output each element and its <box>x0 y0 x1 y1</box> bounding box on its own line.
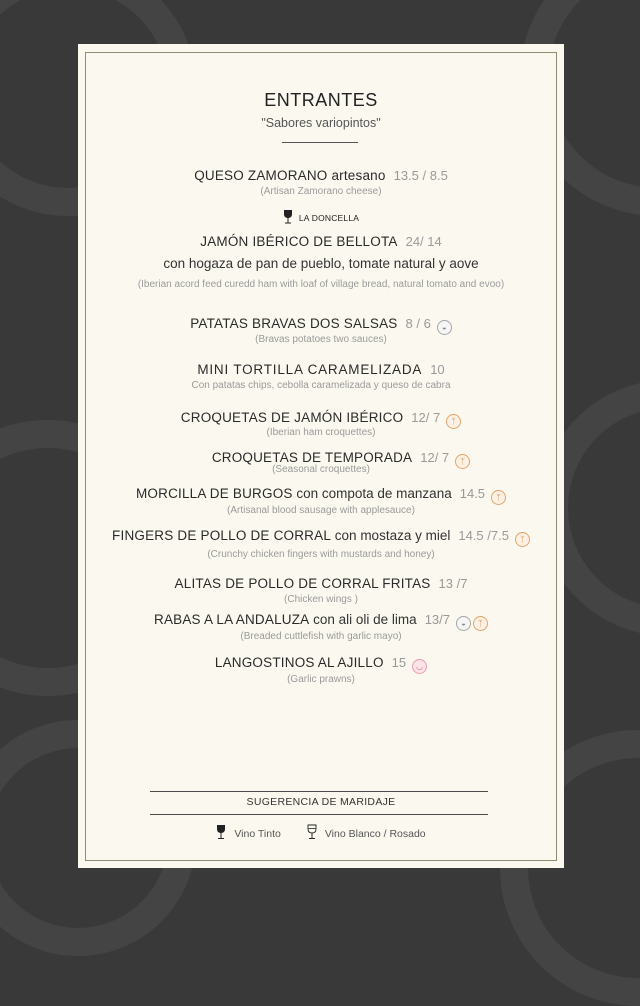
title-divider <box>282 142 358 143</box>
menu-item-morcilla <box>78 485 564 505</box>
item-description: Con patatas chips, cebolla caramelizada y queso de cabra <box>191 380 451 391</box>
item-description: (Crunchy chicken fingers with mustards and honey) <box>207 549 435 560</box>
item-description: (Bravas potatoes two sauces) <box>255 334 387 345</box>
item-name: CROQUETAS DE TEMPORADA <box>211 450 413 465</box>
item-accompaniment: con mostaza y miel <box>331 528 451 543</box>
wine-name: LA DONCELLA <box>298 213 360 223</box>
wheat-allergen-icon: ᛉ <box>446 414 461 429</box>
item-price: 13 /7 <box>438 576 468 591</box>
item-price: 13/7 <box>424 612 450 627</box>
item-price: 12/ 7 <box>420 450 450 465</box>
item-name: MINI TORTILLA CARAMELIZADA <box>197 362 423 377</box>
shellfish-allergen-icon: ◡ <box>412 659 427 674</box>
item-accompaniment: con ali oli de lima <box>309 612 417 627</box>
white-wine-label: Vino Blanco / Rosado <box>324 828 426 840</box>
item-name: FINGERS DE POLLO DE CORRAL <box>112 528 332 543</box>
menu-page <box>78 44 564 868</box>
item-description: (Chicken wings ) <box>284 594 358 605</box>
menu-item-alitas <box>78 575 564 593</box>
item-description: (Iberian acord feed curedd ham with loaf of village bread, natural tomato and evoo) <box>137 279 505 290</box>
item-name: MORCILLA DE BURGOS <box>135 486 293 501</box>
item-name: LANGOSTINOS AL AJILLO <box>214 655 384 670</box>
wine-legend <box>78 824 564 840</box>
footer-divider-bottom <box>150 814 488 815</box>
wheat-allergen-icon: ᛉ <box>473 616 488 631</box>
item-description: (Seasonal croquettes) <box>272 464 370 475</box>
menu-item-queso <box>78 167 564 185</box>
item-price: 15 <box>391 655 407 670</box>
red-wine-glass-icon <box>283 209 293 224</box>
item-name: PATATAS BRAVAS DOS SALSAS <box>190 316 398 331</box>
footer-divider-top <box>150 791 488 792</box>
menu-item-langostinos <box>78 654 564 674</box>
item-price: 14.5 <box>459 486 486 501</box>
item-name: CROQUETAS DE JAMÓN IBÉRICO <box>180 410 404 425</box>
item-name: QUESO ZAMORANO artesano <box>194 168 386 183</box>
menu-item-croquetas-jamon <box>78 409 564 429</box>
wheat-allergen-icon: ᛉ <box>491 490 506 505</box>
item-name: ALITAS DE POLLO DE CORRAL FRITAS <box>174 576 431 591</box>
item-description: (Breaded cuttlefish with garlic mayo) <box>240 631 402 642</box>
section-subtitle: "Sabores variopintos" <box>261 116 381 130</box>
menu-item-tortilla <box>78 361 564 379</box>
white-wine-glass-icon <box>307 824 317 840</box>
egg-allergen-icon: ◒ <box>456 616 471 631</box>
item-accompaniment: con hogaza de pan de pueblo, tomate natural y aove <box>163 256 479 271</box>
wine-pairing-note <box>78 209 564 224</box>
menu-item-rabas <box>78 611 564 631</box>
item-description: (Garlic prawns) <box>287 674 355 685</box>
wheat-allergen-icon: ᛉ <box>455 454 470 469</box>
item-description: (Artisan Zamorano cheese) <box>260 186 382 197</box>
section-title: ENTRANTES <box>264 90 378 110</box>
item-name: RABAS A LA ANDALUZA <box>154 612 310 627</box>
item-price: 24/ 14 <box>405 234 442 249</box>
item-price: 10 <box>430 362 445 377</box>
menu-item-fingers <box>78 527 564 547</box>
pairing-title: SUGERENCIA DE MARIDAJE <box>246 796 396 808</box>
item-name: JAMÓN IBÉRICO DE BELLOTA <box>200 234 398 249</box>
item-description: (Iberian ham croquettes) <box>266 427 376 438</box>
egg-allergen-icon: ◒ <box>437 320 452 335</box>
menu-item-patatas <box>78 315 564 335</box>
red-wine-glass-icon <box>216 824 226 840</box>
item-price: 12/ 7 <box>411 410 441 425</box>
item-price: 8 / 6 <box>405 316 431 331</box>
red-wine-label: Vino Tinto <box>234 828 281 840</box>
item-price: 13.5 / 8.5 <box>393 168 448 183</box>
item-description: (Artisanal blood sausage with applesauce) <box>227 505 415 516</box>
item-accompaniment: con compota de manzana <box>292 486 452 501</box>
wheat-allergen-icon: ᛉ <box>515 532 530 547</box>
menu-item-jamon <box>78 233 564 251</box>
item-price: 14.5 /7.5 <box>458 528 509 543</box>
